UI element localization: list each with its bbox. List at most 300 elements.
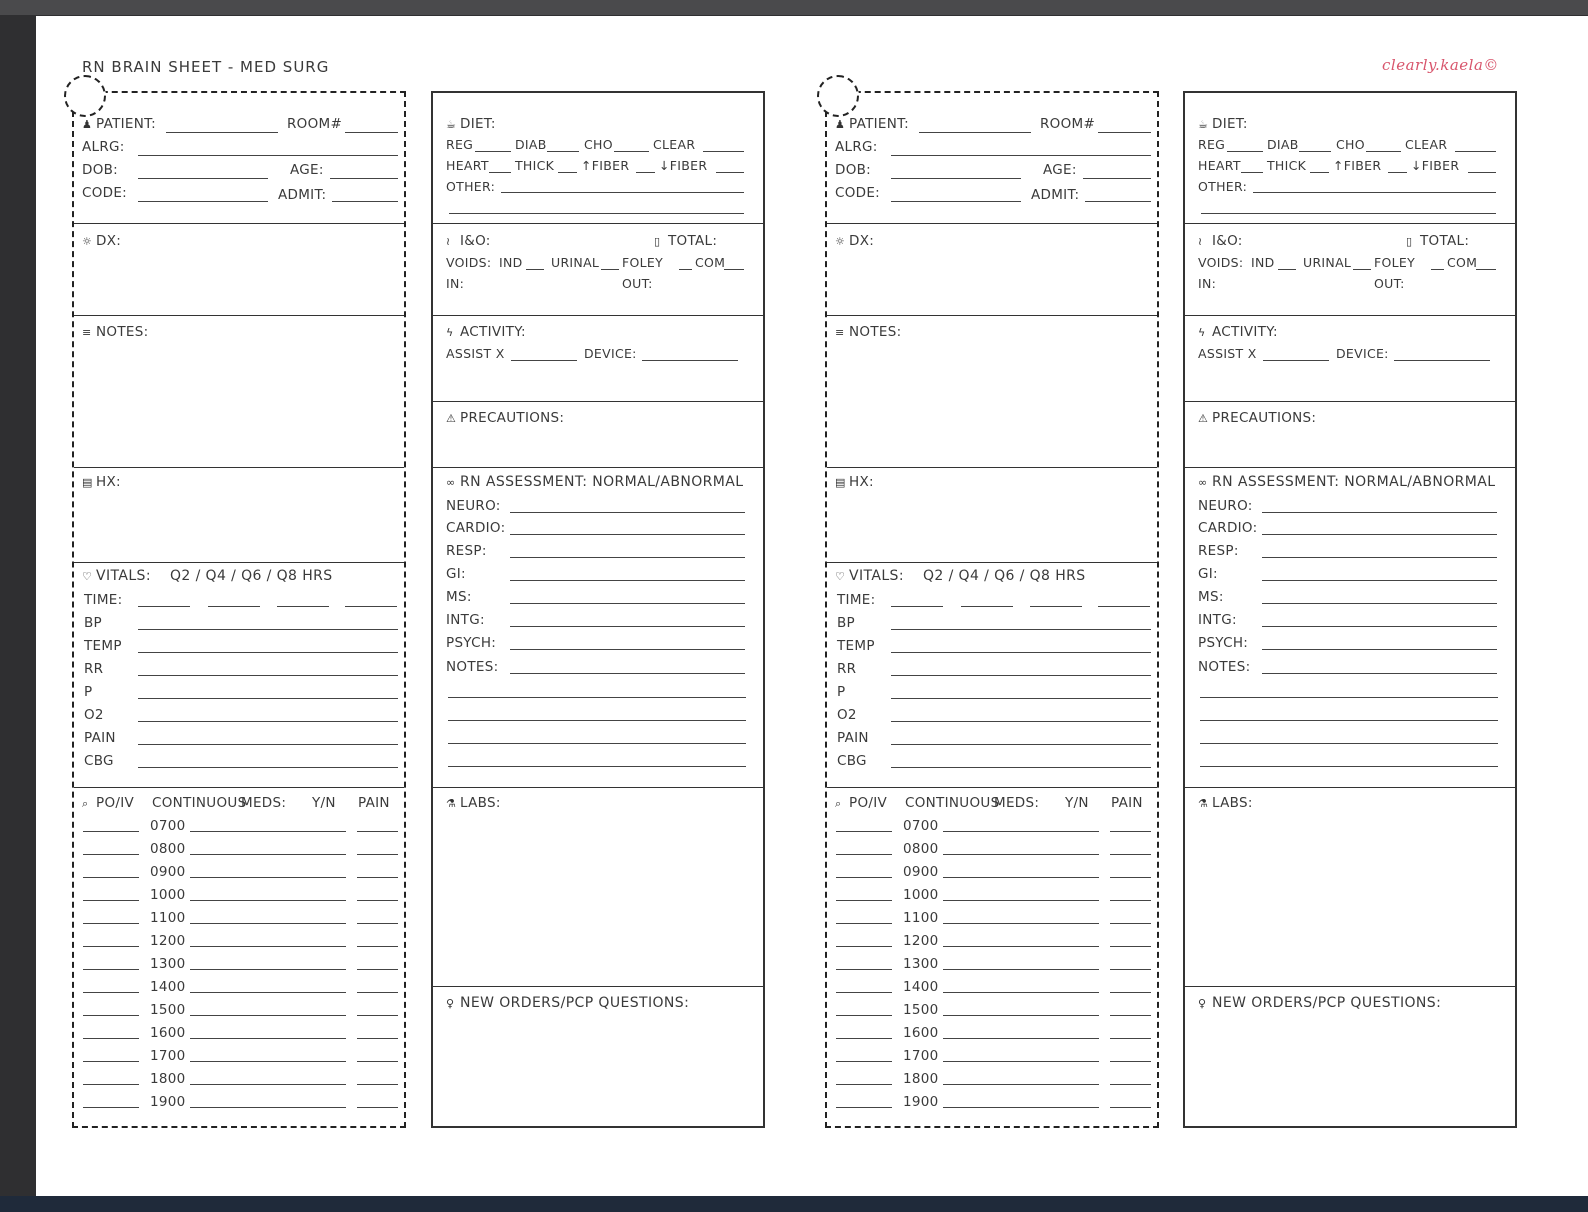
med-pain-line[interactable] bbox=[357, 1084, 398, 1085]
code-line[interactable] bbox=[138, 201, 268, 202]
allergy-line[interactable] bbox=[138, 155, 398, 156]
med-name-line[interactable] bbox=[190, 992, 346, 993]
time-slot-line[interactable] bbox=[208, 606, 260, 607]
room-number-label: ROOM# bbox=[287, 116, 343, 132]
dob-line[interactable] bbox=[891, 178, 1021, 179]
med-time-line[interactable] bbox=[836, 1015, 892, 1016]
med-time-line[interactable] bbox=[836, 900, 892, 901]
diet-option-line[interactable] bbox=[489, 172, 511, 173]
urinal-icon: ≀ bbox=[1198, 235, 1203, 248]
med-hour-label: 1000 bbox=[150, 887, 186, 903]
io-section-label: I&O: bbox=[460, 233, 491, 249]
meds-route-heading bbox=[835, 795, 887, 811]
section-divider bbox=[433, 467, 763, 468]
med-time-line[interactable] bbox=[83, 923, 139, 924]
hx-section-label: HX: bbox=[96, 474, 121, 490]
diet-other-line-2[interactable] bbox=[1201, 213, 1496, 214]
admit-line[interactable] bbox=[332, 201, 398, 202]
diet-option-line[interactable] bbox=[703, 151, 744, 152]
vitals-value-line[interactable] bbox=[891, 652, 1151, 653]
heart-icon: ♡ bbox=[835, 570, 846, 583]
assessment-line[interactable] bbox=[1262, 534, 1497, 535]
vitals-value-line[interactable] bbox=[891, 629, 1151, 630]
med-pain-line[interactable] bbox=[1110, 1084, 1151, 1085]
hx-section-label: HX: bbox=[849, 474, 874, 490]
voids-option: COM bbox=[695, 255, 726, 270]
med-pain-line[interactable] bbox=[1110, 923, 1151, 924]
age-line[interactable] bbox=[1083, 178, 1151, 179]
voids-option-line[interactable] bbox=[679, 269, 692, 270]
assessment-notes-line[interactable] bbox=[448, 743, 746, 744]
admit-label: ADMIT: bbox=[1031, 187, 1080, 203]
patient-name-line[interactable] bbox=[919, 132, 1031, 133]
med-time-line[interactable] bbox=[836, 946, 892, 947]
med-hour-label: 1300 bbox=[150, 956, 186, 972]
doctor-icon: ♀ bbox=[446, 997, 455, 1010]
voids-option-line[interactable] bbox=[724, 269, 744, 270]
med-name-line[interactable] bbox=[943, 1015, 1099, 1016]
med-name-line[interactable] bbox=[190, 1038, 346, 1039]
diet-option: DIAB bbox=[1267, 137, 1299, 152]
assist-label: ASSIST X bbox=[446, 346, 505, 361]
io-section-heading bbox=[1198, 233, 1243, 249]
med-time-line[interactable] bbox=[83, 969, 139, 970]
med-time-line[interactable] bbox=[83, 1038, 139, 1039]
assessment-notes-line[interactable] bbox=[1200, 766, 1498, 767]
med-hour-label: 0900 bbox=[150, 864, 186, 880]
med-pain-line[interactable] bbox=[357, 946, 398, 947]
med-name-line[interactable] bbox=[943, 831, 1099, 832]
assessment-line[interactable] bbox=[510, 603, 745, 604]
assessment-row-label: RESP: bbox=[1198, 543, 1239, 559]
med-pain-line[interactable] bbox=[1110, 854, 1151, 855]
med-hour-label: 0700 bbox=[903, 818, 939, 834]
med-pain-line[interactable] bbox=[357, 854, 398, 855]
activity-section-label: ACTIVITY: bbox=[460, 324, 526, 340]
age-label: AGE: bbox=[290, 162, 324, 178]
diet-option: HEART bbox=[446, 158, 489, 173]
med-hour-label: 1300 bbox=[903, 956, 939, 972]
med-time-line[interactable] bbox=[83, 1061, 139, 1062]
new-orders-section-heading bbox=[1198, 995, 1441, 1011]
assessment-row-label: INTG: bbox=[446, 612, 485, 628]
voids-option: FOLEY bbox=[622, 255, 664, 270]
vitals-value-line[interactable] bbox=[891, 675, 1151, 676]
med-time-line[interactable] bbox=[83, 831, 139, 832]
assessment-line[interactable] bbox=[510, 626, 745, 627]
meds-label: MEDS: bbox=[994, 795, 1040, 811]
med-time-line[interactable] bbox=[836, 1038, 892, 1039]
med-time-line[interactable] bbox=[83, 1107, 139, 1108]
med-time-line[interactable] bbox=[836, 1107, 892, 1108]
activity-section-heading bbox=[1198, 324, 1278, 340]
patient-column-1 bbox=[72, 91, 406, 1128]
voids-option: IND bbox=[1251, 255, 1275, 270]
stethoscope-icon: ∞ bbox=[1198, 476, 1208, 489]
assessment-line[interactable] bbox=[1262, 649, 1497, 650]
med-time-line[interactable] bbox=[83, 1015, 139, 1016]
vitals-frequency: Q2 / Q4 / Q6 / Q8 HRS bbox=[923, 568, 1086, 584]
vitals-value-line[interactable] bbox=[891, 767, 1151, 768]
section-divider bbox=[1185, 315, 1515, 316]
precautions-section-label: PRECAUTIONS: bbox=[460, 410, 565, 426]
med-hour-label: 1200 bbox=[150, 933, 186, 949]
voids-option-line[interactable] bbox=[1278, 269, 1296, 270]
intake-label: IN: bbox=[1198, 276, 1217, 291]
assessment-section-heading bbox=[446, 474, 743, 490]
clipboard-icon: ▤ bbox=[835, 476, 846, 489]
med-pain-line[interactable] bbox=[357, 831, 398, 832]
meds-route-label: PO/IV bbox=[849, 795, 888, 811]
vitals-value-line[interactable] bbox=[891, 698, 1151, 699]
assessment-line[interactable] bbox=[1262, 626, 1497, 627]
med-time-line[interactable] bbox=[836, 1084, 892, 1085]
section-divider bbox=[1185, 401, 1515, 402]
assessment-notes-line[interactable] bbox=[1200, 720, 1498, 721]
assessment-notes-line[interactable] bbox=[448, 720, 746, 721]
vitals-value-line[interactable] bbox=[138, 675, 398, 676]
patient-column-2 bbox=[825, 91, 1159, 1128]
vitals-row-label: P bbox=[84, 684, 93, 700]
med-hour-label: 1100 bbox=[903, 910, 939, 926]
assessment-line[interactable] bbox=[510, 580, 745, 581]
cup-icon: ☕ bbox=[1198, 118, 1209, 131]
allergy-label: ALRG: bbox=[835, 139, 878, 155]
warning-icon: ⚠ bbox=[1198, 412, 1209, 425]
diet-other-line[interactable] bbox=[501, 192, 744, 193]
section-divider bbox=[827, 787, 1157, 788]
med-hour-label: 1600 bbox=[150, 1025, 186, 1041]
document-title: RN BRAIN SHEET - MED SURG bbox=[82, 58, 330, 76]
assessment-line[interactable] bbox=[1262, 512, 1497, 513]
med-time-line[interactable] bbox=[836, 854, 892, 855]
med-pain-line[interactable] bbox=[1110, 946, 1151, 947]
vitals-row-label: PAIN bbox=[837, 730, 869, 746]
code-label: CODE: bbox=[835, 185, 881, 201]
vitals-section-label: VITALS: bbox=[849, 568, 904, 584]
section-divider bbox=[433, 315, 763, 316]
med-pain-line[interactable] bbox=[357, 900, 398, 901]
output-label: OUT: bbox=[1374, 276, 1405, 291]
diet-other-line[interactable] bbox=[1253, 192, 1496, 193]
assessment-row-label: GI: bbox=[446, 566, 466, 582]
meds-yn: Y/N bbox=[312, 795, 336, 811]
vitals-row-label: RR bbox=[84, 661, 104, 677]
time-slot-line[interactable] bbox=[138, 606, 190, 607]
med-time-line[interactable] bbox=[83, 854, 139, 855]
meds-continuous: CONTINUOUS bbox=[152, 795, 247, 811]
admit-label: ADMIT: bbox=[278, 187, 327, 203]
assessment-notes-line[interactable] bbox=[1200, 743, 1498, 744]
assessment-line[interactable] bbox=[1262, 673, 1497, 674]
med-pain-line[interactable] bbox=[1110, 969, 1151, 970]
time-slot-line[interactable] bbox=[1098, 606, 1150, 607]
diet-section-label: DIET: bbox=[460, 116, 496, 132]
time-slot-line[interactable] bbox=[961, 606, 1013, 607]
med-time-line[interactable] bbox=[836, 969, 892, 970]
assessment-row-label: PSYCH: bbox=[1198, 635, 1249, 651]
room-number-line[interactable] bbox=[1098, 132, 1151, 133]
vitals-value-line[interactable] bbox=[891, 721, 1151, 722]
urinal-icon: ≀ bbox=[446, 235, 451, 248]
admit-line[interactable] bbox=[1085, 201, 1151, 202]
diet-other-label: OTHER: bbox=[1198, 179, 1248, 194]
assessment-line[interactable] bbox=[510, 512, 745, 513]
med-pain-line[interactable] bbox=[1110, 992, 1151, 993]
flask-icon: ⚗ bbox=[1198, 797, 1209, 810]
diet-option: THICK bbox=[515, 158, 555, 173]
assist-line[interactable] bbox=[1263, 360, 1329, 361]
dob-label: DOB: bbox=[82, 162, 119, 178]
med-time-line[interactable] bbox=[83, 946, 139, 947]
activity-section-label: ACTIVITY: bbox=[1212, 324, 1278, 340]
assessment-notes-line[interactable] bbox=[448, 766, 746, 767]
device-label: DEVICE: bbox=[1336, 346, 1389, 361]
med-name-line[interactable] bbox=[190, 877, 346, 878]
vitals-value-line[interactable] bbox=[891, 744, 1151, 745]
assessment-row-label: PSYCH: bbox=[446, 635, 497, 651]
med-name-line[interactable] bbox=[943, 992, 1099, 993]
diet-option: DIAB bbox=[515, 137, 547, 152]
med-pain-line[interactable] bbox=[1110, 1107, 1151, 1108]
device-line[interactable] bbox=[642, 360, 738, 361]
assessment-line[interactable] bbox=[510, 649, 745, 650]
diet-option-line[interactable] bbox=[716, 172, 744, 173]
med-time-line[interactable] bbox=[836, 923, 892, 924]
med-pain-line[interactable] bbox=[357, 969, 398, 970]
vitals-value-line[interactable] bbox=[138, 698, 398, 699]
med-name-line[interactable] bbox=[190, 854, 346, 855]
med-time-line[interactable] bbox=[836, 992, 892, 993]
diet-option-line[interactable] bbox=[558, 172, 577, 173]
bolt-icon: ϟ bbox=[1198, 326, 1206, 339]
vitals-value-line[interactable] bbox=[138, 767, 398, 768]
vitals-row-label: TEMP bbox=[837, 638, 875, 654]
time-slot-line[interactable] bbox=[345, 606, 397, 607]
med-time-line[interactable] bbox=[83, 877, 139, 878]
assessment-notes-line[interactable] bbox=[1200, 697, 1498, 698]
med-pain-line[interactable] bbox=[357, 1107, 398, 1108]
med-hour-label: 0700 bbox=[150, 818, 186, 834]
assessment-line[interactable] bbox=[1262, 580, 1497, 581]
diet-option: HEART bbox=[1198, 158, 1241, 173]
diet-option-line[interactable] bbox=[1299, 151, 1331, 152]
labs-section-heading bbox=[446, 795, 501, 811]
med-hour-label: 1400 bbox=[150, 979, 186, 995]
diet-option: REG bbox=[446, 137, 474, 152]
med-pain-line[interactable] bbox=[357, 877, 398, 878]
med-name-line[interactable] bbox=[943, 1084, 1099, 1085]
diet-option-line[interactable] bbox=[1455, 151, 1496, 152]
assessment-line[interactable] bbox=[1262, 603, 1497, 604]
diet-option-line[interactable] bbox=[614, 151, 649, 152]
precautions-section-label: PRECAUTIONS: bbox=[1212, 410, 1317, 426]
med-pain-line[interactable] bbox=[1110, 1038, 1151, 1039]
med-name-line[interactable] bbox=[190, 923, 346, 924]
med-pain-line[interactable] bbox=[357, 992, 398, 993]
voids-label: VOIDS: bbox=[446, 255, 492, 270]
precautions-section-heading bbox=[1198, 410, 1316, 426]
assessment-notes-line[interactable] bbox=[448, 697, 746, 698]
med-hour-label: 1600 bbox=[903, 1025, 939, 1041]
section-divider bbox=[1185, 467, 1515, 468]
diet-option-line[interactable] bbox=[1310, 172, 1329, 173]
vitals-value-line[interactable] bbox=[138, 629, 398, 630]
med-hour-label: 0900 bbox=[903, 864, 939, 880]
diet-option-line[interactable] bbox=[475, 151, 511, 152]
age-line[interactable] bbox=[330, 178, 398, 179]
med-name-line[interactable] bbox=[943, 854, 1099, 855]
med-name-line[interactable] bbox=[190, 831, 346, 832]
new-orders-section-label: NEW ORDERS/PCP QUESTIONS: bbox=[1212, 995, 1442, 1011]
voids-option: COM bbox=[1447, 255, 1478, 270]
med-time-line[interactable] bbox=[836, 877, 892, 878]
med-name-line[interactable] bbox=[190, 1107, 346, 1108]
diet-option-line[interactable] bbox=[1241, 172, 1263, 173]
new-orders-section-heading bbox=[446, 995, 689, 1011]
assessment-line[interactable] bbox=[510, 534, 745, 535]
voids-option-line[interactable] bbox=[526, 269, 544, 270]
diet-option-line[interactable] bbox=[547, 151, 579, 152]
med-time-line[interactable] bbox=[83, 1084, 139, 1085]
intake-label: IN: bbox=[446, 276, 465, 291]
med-time-line[interactable] bbox=[83, 900, 139, 901]
assessment-row-label: NEURO: bbox=[446, 498, 501, 514]
med-name-line[interactable] bbox=[190, 946, 346, 947]
vitals-row-label: P bbox=[837, 684, 846, 700]
stethoscope-icon: ∞ bbox=[446, 476, 456, 489]
med-name-line[interactable] bbox=[190, 1061, 346, 1062]
med-name-line[interactable] bbox=[943, 923, 1099, 924]
section-divider bbox=[1185, 787, 1515, 788]
notes-section-heading bbox=[82, 324, 148, 340]
time-slot-line[interactable] bbox=[1030, 606, 1082, 607]
voids-option-line[interactable] bbox=[601, 269, 619, 270]
med-pain-line[interactable] bbox=[357, 1061, 398, 1062]
med-time-line[interactable] bbox=[83, 992, 139, 993]
io-section-heading bbox=[446, 233, 491, 249]
section-divider bbox=[433, 223, 763, 224]
diet-option-line[interactable] bbox=[1227, 151, 1263, 152]
io-total-heading bbox=[1406, 233, 1469, 249]
diet-option-line[interactable] bbox=[636, 172, 655, 173]
diet-other-line-2[interactable] bbox=[449, 213, 744, 214]
med-pain-line[interactable] bbox=[357, 1038, 398, 1039]
dob-line[interactable] bbox=[138, 178, 268, 179]
section-divider bbox=[74, 787, 404, 788]
assessment-row-label: GI: bbox=[1198, 566, 1218, 582]
labs-section-heading bbox=[1198, 795, 1253, 811]
med-name-line[interactable] bbox=[190, 900, 346, 901]
meds-yn: Y/N bbox=[1065, 795, 1089, 811]
med-pain-line[interactable] bbox=[1110, 831, 1151, 832]
med-name-line[interactable] bbox=[943, 946, 1099, 947]
cup-icon: ☕ bbox=[446, 118, 457, 131]
time-slot-line[interactable] bbox=[891, 606, 943, 607]
dx-section-heading bbox=[835, 233, 874, 249]
diet-option-line[interactable] bbox=[1366, 151, 1401, 152]
med-pain-line[interactable] bbox=[357, 1015, 398, 1016]
med-name-line[interactable] bbox=[190, 1015, 346, 1016]
med-pain-line[interactable] bbox=[1110, 877, 1151, 878]
patient-name-line[interactable] bbox=[166, 132, 278, 133]
med-hour-label: 1500 bbox=[903, 1002, 939, 1018]
patient-field-label: PATIENT: bbox=[96, 116, 157, 132]
vitals-value-line[interactable] bbox=[138, 652, 398, 653]
med-time-line[interactable] bbox=[836, 1061, 892, 1062]
room-number-line[interactable] bbox=[345, 132, 398, 133]
code-line[interactable] bbox=[891, 201, 1021, 202]
diet-option: ↑FIBER bbox=[1333, 158, 1382, 173]
med-hour-label: 1500 bbox=[150, 1002, 186, 1018]
device-line[interactable] bbox=[1394, 360, 1490, 361]
warning-icon: ⚠ bbox=[446, 412, 457, 425]
assessment-row-label: CARDIO: bbox=[1198, 520, 1258, 536]
checkbox-circle-1[interactable] bbox=[64, 75, 106, 117]
med-name-line[interactable] bbox=[190, 1084, 346, 1085]
diet-option-line[interactable] bbox=[1388, 172, 1407, 173]
med-pain-line[interactable] bbox=[1110, 1061, 1151, 1062]
med-name-line[interactable] bbox=[943, 1038, 1099, 1039]
med-name-line[interactable] bbox=[943, 969, 1099, 970]
trash-icon: ▯ bbox=[654, 235, 661, 248]
med-name-line[interactable] bbox=[190, 969, 346, 970]
assessment-line[interactable] bbox=[1262, 557, 1497, 558]
io-total-heading bbox=[654, 233, 717, 249]
checkbox-circle-2[interactable] bbox=[817, 75, 859, 117]
io-section-label: I&O: bbox=[1212, 233, 1243, 249]
section-divider bbox=[74, 223, 404, 224]
med-name-line[interactable] bbox=[943, 1107, 1099, 1108]
med-pain-line[interactable] bbox=[357, 923, 398, 924]
med-name-line[interactable] bbox=[943, 900, 1099, 901]
diet-option-line[interactable] bbox=[1468, 172, 1496, 173]
section-divider bbox=[433, 986, 763, 987]
patient-field-heading bbox=[82, 116, 156, 132]
lightbulb-icon: ☼ bbox=[82, 235, 93, 248]
brand-signature: clearly.kaela© bbox=[1382, 56, 1499, 74]
meds-label: MEDS: bbox=[241, 795, 287, 811]
time-slot-line[interactable] bbox=[277, 606, 329, 607]
med-pain-line[interactable] bbox=[1110, 900, 1151, 901]
list-icon: ≡ bbox=[835, 326, 845, 339]
med-hour-label: 1000 bbox=[903, 887, 939, 903]
allergy-line[interactable] bbox=[891, 155, 1151, 156]
voids-option-line[interactable] bbox=[1476, 269, 1496, 270]
assessment-line[interactable] bbox=[510, 557, 745, 558]
meds-route-label: PO/IV bbox=[96, 795, 135, 811]
vitals-value-line[interactable] bbox=[138, 721, 398, 722]
med-pain-line[interactable] bbox=[1110, 1015, 1151, 1016]
vitals-row-label: CBG bbox=[84, 753, 114, 769]
voids-option-line[interactable] bbox=[1431, 269, 1444, 270]
diet-option: REG bbox=[1198, 137, 1226, 152]
assessment-line[interactable] bbox=[510, 673, 745, 674]
assessment-section-heading bbox=[1198, 474, 1495, 490]
voids-option-line[interactable] bbox=[1353, 269, 1371, 270]
section-divider bbox=[74, 467, 404, 468]
med-time-line[interactable] bbox=[836, 831, 892, 832]
new-orders-section-label: NEW ORDERS/PCP QUESTIONS: bbox=[460, 995, 690, 1011]
diet-option: THICK bbox=[1267, 158, 1307, 173]
med-name-line[interactable] bbox=[943, 1061, 1099, 1062]
med-hour-label: 1400 bbox=[903, 979, 939, 995]
assist-line[interactable] bbox=[511, 360, 577, 361]
dx-section-heading bbox=[82, 233, 121, 249]
vitals-value-line[interactable] bbox=[138, 744, 398, 745]
med-name-line[interactable] bbox=[943, 877, 1099, 878]
flask-icon: ⚗ bbox=[446, 797, 457, 810]
